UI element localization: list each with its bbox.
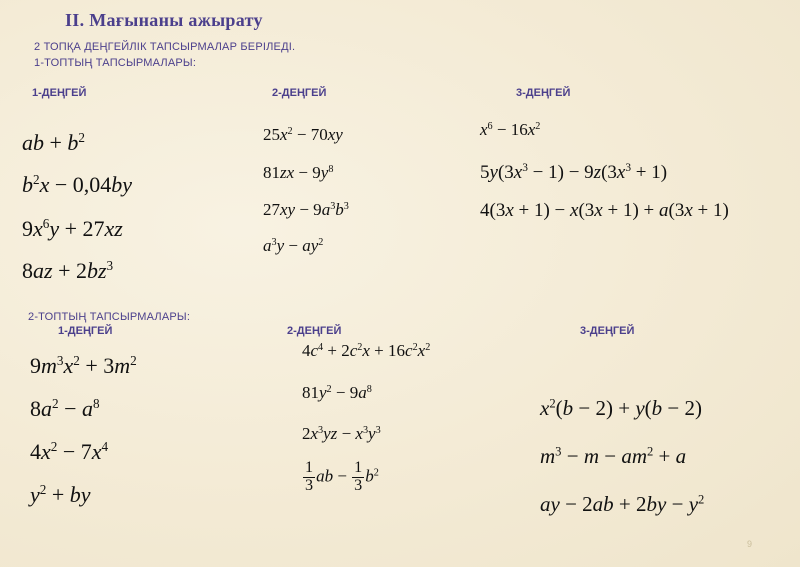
expression: ay − $2ab + 2by - y^2$ bbox=[540, 492, 705, 516]
expression: $81zx - 9y^8$ bbox=[263, 163, 334, 182]
expression: $b^2x - 0,04by$ bbox=[22, 172, 133, 197]
expression: $9x^6y + 27xz$ bbox=[22, 216, 123, 241]
group1-level3-label: 3-ДЕҢГЕЙ bbox=[516, 87, 571, 99]
expression: $4c^4 + 2c^2x + 16c^2x^2$ bbox=[302, 341, 431, 360]
expression: $m^3 - m - am^2 + a$ bbox=[540, 444, 687, 468]
expression: $4x^2 - 7x^4$ bbox=[30, 439, 109, 464]
group1-level1-label: 1-ДЕҢГЕЙ bbox=[32, 87, 87, 99]
group2-heading: 2-ТОПТЫҢ ТАПСЫРМАЛАРЫ: bbox=[28, 311, 191, 323]
expression: $8a^2 - a^8$ bbox=[30, 396, 100, 421]
expression: 4(3x + 1) − x(3x + 1) + a(3x + 1) bbox=[480, 200, 729, 221]
group1-level2-label: 2-ДЕҢГЕЙ bbox=[272, 87, 327, 99]
slide-title: II. Мағынаны ажырату bbox=[65, 10, 263, 30]
intro-line: 2 ТОПҚА ДЕҢГЕЙЛІК ТАПСЫРМАЛАР БЕРІЛЕДІ. bbox=[34, 41, 296, 53]
group2-level2-label: 2-ДЕҢГЕЙ bbox=[287, 325, 342, 337]
expression: $81y^2 - 9a^8$ bbox=[302, 383, 372, 402]
expression: $27xy - 9a^3b^3$ bbox=[263, 200, 349, 219]
expression: ab + $b^2$ bbox=[22, 130, 86, 155]
expression: $a^3y - ay^2$ bbox=[263, 236, 324, 255]
expression: $25x^2 - 70xy$ bbox=[263, 125, 343, 144]
expression: $9m^3x^2 + 3m^2$ bbox=[30, 353, 137, 378]
expression: $\frac{1}{3}$ ab − $\frac{1}{3}$ $b^2$ bbox=[305, 459, 379, 494]
expression: $2x^3yz - x^3y^3$ bbox=[302, 424, 381, 443]
expression: $y^2$ + by bbox=[30, 482, 91, 507]
expression: $x^2(b - 2) + y(b - 2)$ bbox=[540, 396, 702, 420]
page-number: 9 bbox=[746, 539, 752, 549]
group2-level1-label: 1-ДЕҢГЕЙ bbox=[58, 325, 113, 337]
group1-heading: 1-ТОПТЫҢ ТАПСЫРМАЛАРЫ: bbox=[34, 57, 197, 69]
expression: $8az + 2bz^3$ bbox=[22, 258, 114, 283]
expression: $5y(3x^3 - 1) - 9z(3x^3 + 1)$ bbox=[480, 162, 668, 183]
expression: $x^6 - 16x^2$ bbox=[480, 120, 541, 139]
group2-level3-label: 3-ДЕҢГЕЙ bbox=[580, 325, 635, 337]
